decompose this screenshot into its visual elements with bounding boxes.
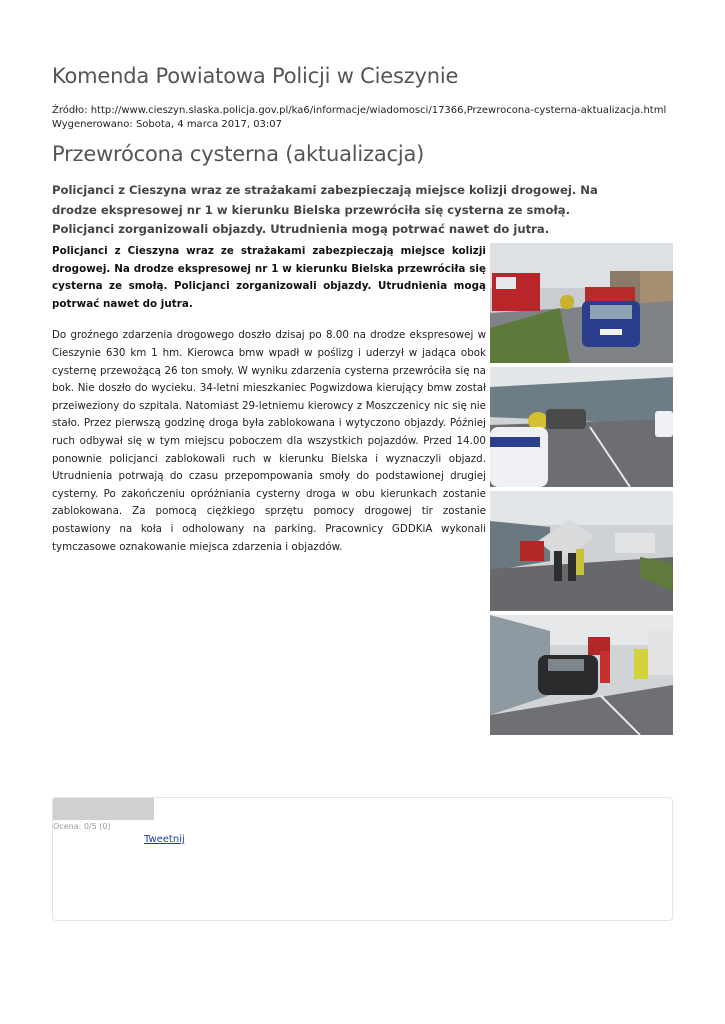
rating-text: Ocena: 0/5 (0) xyxy=(53,822,111,831)
article-body: Do groźnego zdarzenia drogowego doszło dzisaj po 8.00 na drodze ekspresowej w Cieszynie 630 km 1 hm. Kierowca bmw wpadł w poślizg i uderzył w jadąca obok cysternę przewożącą 26 ton smoły. W wyniku zdarzenia cysterna przewróciła się na bok. Nie doszło do wycieku. 34-letni mieszkaniec Pogwizdowa kierujący bmw został przeiweziony do szpitala. Natomiast 29-letniemu kierowcy z Moszczenicy nic się nie stało. Przez pierwszą godzinę droga była zablokowana i wytyczono objazdy. Później ruch odbywał się w tym miejscu poboczem dla wszystkich pojazdów. Przed 14.00 ponownie policjanci zablokowali ruch w kierunku Bielska i wyznaczyli objazd. Utrudnienia potrwają do czasu przepompowania smoły do podstawionej drugiej cysterny. Po zakończeniu opróżniania cysterny droga w obu kierunkach zostanie zablokowana. Za pomocą ciężkiego sprzętu pomocy drogowej tir zostanie postawiony na koła i odholowany na parking. Pracownicy GDDKiA wykonali tymczasowe oznakowanie miejsca zdarzenia i objazdów. xyxy=(52,329,486,553)
rating-stars[interactable] xyxy=(53,798,154,820)
article-lead: Policjanci z Cieszyna wraz ze strażakami zabezpieczają miejsce kolizji drogowej. Na drodze ekspresowej nr 1 w kierunku Bielska przewróciła się cysterna ze smołą. Policjanci zorganizowali objazdy. Utrudnienia mogą potrwać nawet do jutra. xyxy=(52,183,598,236)
gallery-photo[interactable] xyxy=(490,367,673,487)
gallery-photo[interactable] xyxy=(490,615,673,735)
tweet-link[interactable]: Tweetnij xyxy=(144,834,185,845)
source-line: Źródło: http://www.cieszyn.slaska.policja.gov.pl/ka6/informacje/wiadomosci/17366,Przewrocona-cysterna-aktualizacja.html xyxy=(52,105,667,116)
article-title: Przewrócona cysterna (aktualizacja) xyxy=(52,142,425,166)
photo-gallery xyxy=(490,243,673,739)
gallery-photo[interactable] xyxy=(490,243,673,363)
rating-panel xyxy=(52,797,673,921)
site-title: Komenda Powiatowa Policji w Cieszynie xyxy=(52,64,459,88)
generated-line: Wygenerowano: Sobota, 4 marca 2017, 03:07 xyxy=(52,119,283,130)
article-content xyxy=(52,243,486,556)
document-meta xyxy=(52,104,666,132)
gallery-photo[interactable] xyxy=(490,491,673,611)
article-intro: Policjanci z Cieszyna wraz ze strażakami zabezpieczają miejsce kolizji drogowej. Na drodze ekspresowej nr 1 w kierunku Bielska przewróciła się cysterna ze smołą. Policjanci zorganizowali objazdy. Utrudnienia mogą potrwać nawet do jutra. xyxy=(52,245,486,310)
